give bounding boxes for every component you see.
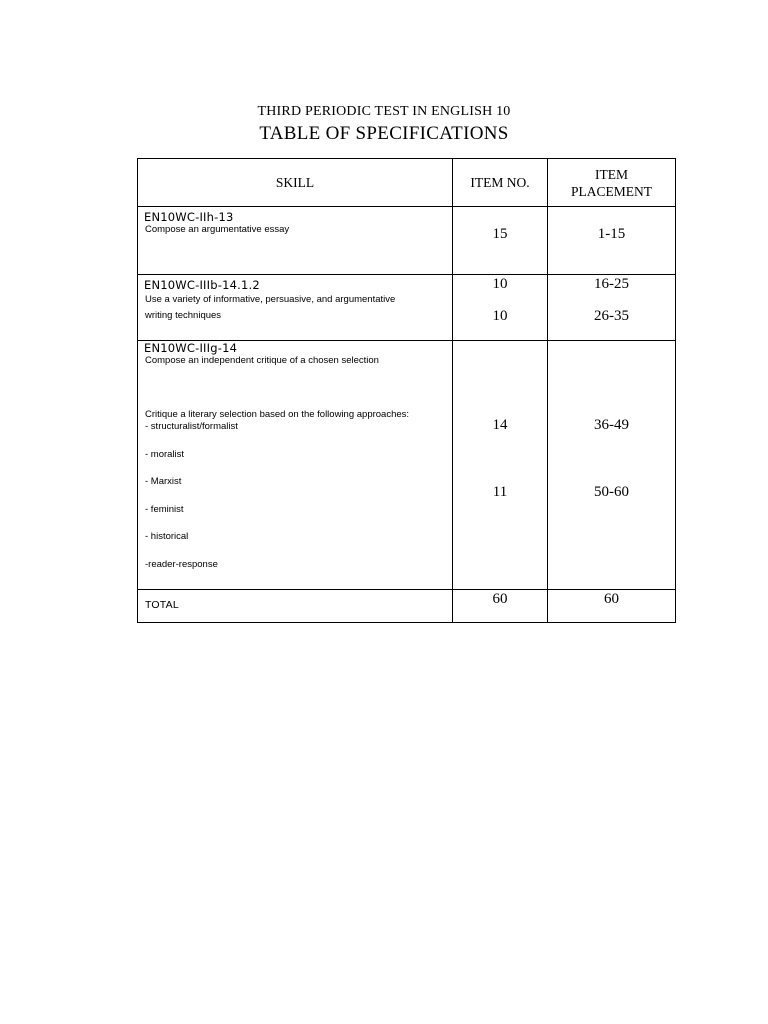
- header-placement-line2: PLACEMENT: [571, 183, 652, 199]
- total-row: [138, 590, 676, 623]
- skill-cell: [138, 207, 453, 275]
- item-no-value: 15: [492, 226, 508, 242]
- approaches-heading: Critique a literary selection based on the following approaches:: [145, 409, 410, 420]
- header-item-placement: [548, 159, 676, 207]
- approach-item: - Marxist: [145, 476, 182, 487]
- total-label: TOTAL: [145, 599, 179, 611]
- competency-description: Compose an independent critique of a chosen selection: [145, 355, 379, 366]
- competency-description-line1: Use a variety of informative, persuasive, and argumentative: [145, 294, 396, 305]
- competency-description: Compose an argumentative essay: [145, 224, 290, 235]
- item-no-cell: [453, 275, 548, 341]
- header-skill: SKILL: [138, 159, 453, 207]
- placement-value: 36-49: [594, 417, 629, 433]
- competency-code: EN10WC-IIIb-14.1.2: [144, 278, 260, 292]
- document-title-block: [0, 102, 768, 146]
- placement-value: 1-15: [597, 226, 626, 242]
- placement-value: 16-25: [594, 276, 629, 292]
- table-header-row: [138, 159, 676, 207]
- total-placement: 60: [604, 591, 619, 607]
- item-no-value: 14: [492, 417, 508, 433]
- total-label-cell: [138, 590, 453, 623]
- item-no-cell: [453, 207, 548, 275]
- approach-item: - moralist: [145, 448, 185, 460]
- competency-code: EN10WC-IIIg-14: [144, 341, 238, 355]
- approach-item: - feminist: [145, 503, 184, 515]
- table-row: [138, 207, 676, 275]
- item-no-value: 10: [492, 276, 508, 292]
- total-placement-cell: [548, 590, 676, 623]
- approach-item: - historical: [145, 531, 189, 542]
- page-title: TABLE OF SPECIFICATIONS: [259, 123, 509, 144]
- competency-description-line2: writing techniques: [145, 310, 222, 321]
- approaches-list: [138, 409, 452, 571]
- skill-cell: [138, 275, 453, 341]
- test-title: THIRD PERIODIC TEST IN ENGLISH 10: [257, 104, 511, 119]
- competency-code: EN10WC-IIh-13: [144, 210, 234, 224]
- total-item-no: 60: [492, 591, 508, 607]
- item-no-value: 10: [492, 308, 508, 324]
- table-row: [138, 341, 676, 590]
- item-no-cell: [453, 341, 548, 590]
- placement-cell: [548, 341, 676, 590]
- skill-cell: [138, 341, 453, 590]
- placement-cell: [548, 207, 676, 275]
- approach-item: -reader-response: [145, 558, 218, 570]
- placement-value: 26-35: [594, 308, 629, 324]
- placement-value: 50-60: [594, 484, 629, 500]
- header-item-no: ITEM NO.: [453, 159, 548, 207]
- total-item-no-cell: [453, 590, 548, 623]
- header-placement-line1: ITEM: [595, 166, 628, 182]
- item-no-value: 11: [492, 484, 508, 500]
- specifications-table: [137, 158, 676, 623]
- approach-item: - structuralist/formalist: [145, 421, 238, 432]
- table-row: [138, 275, 676, 341]
- placement-cell: [548, 275, 676, 341]
